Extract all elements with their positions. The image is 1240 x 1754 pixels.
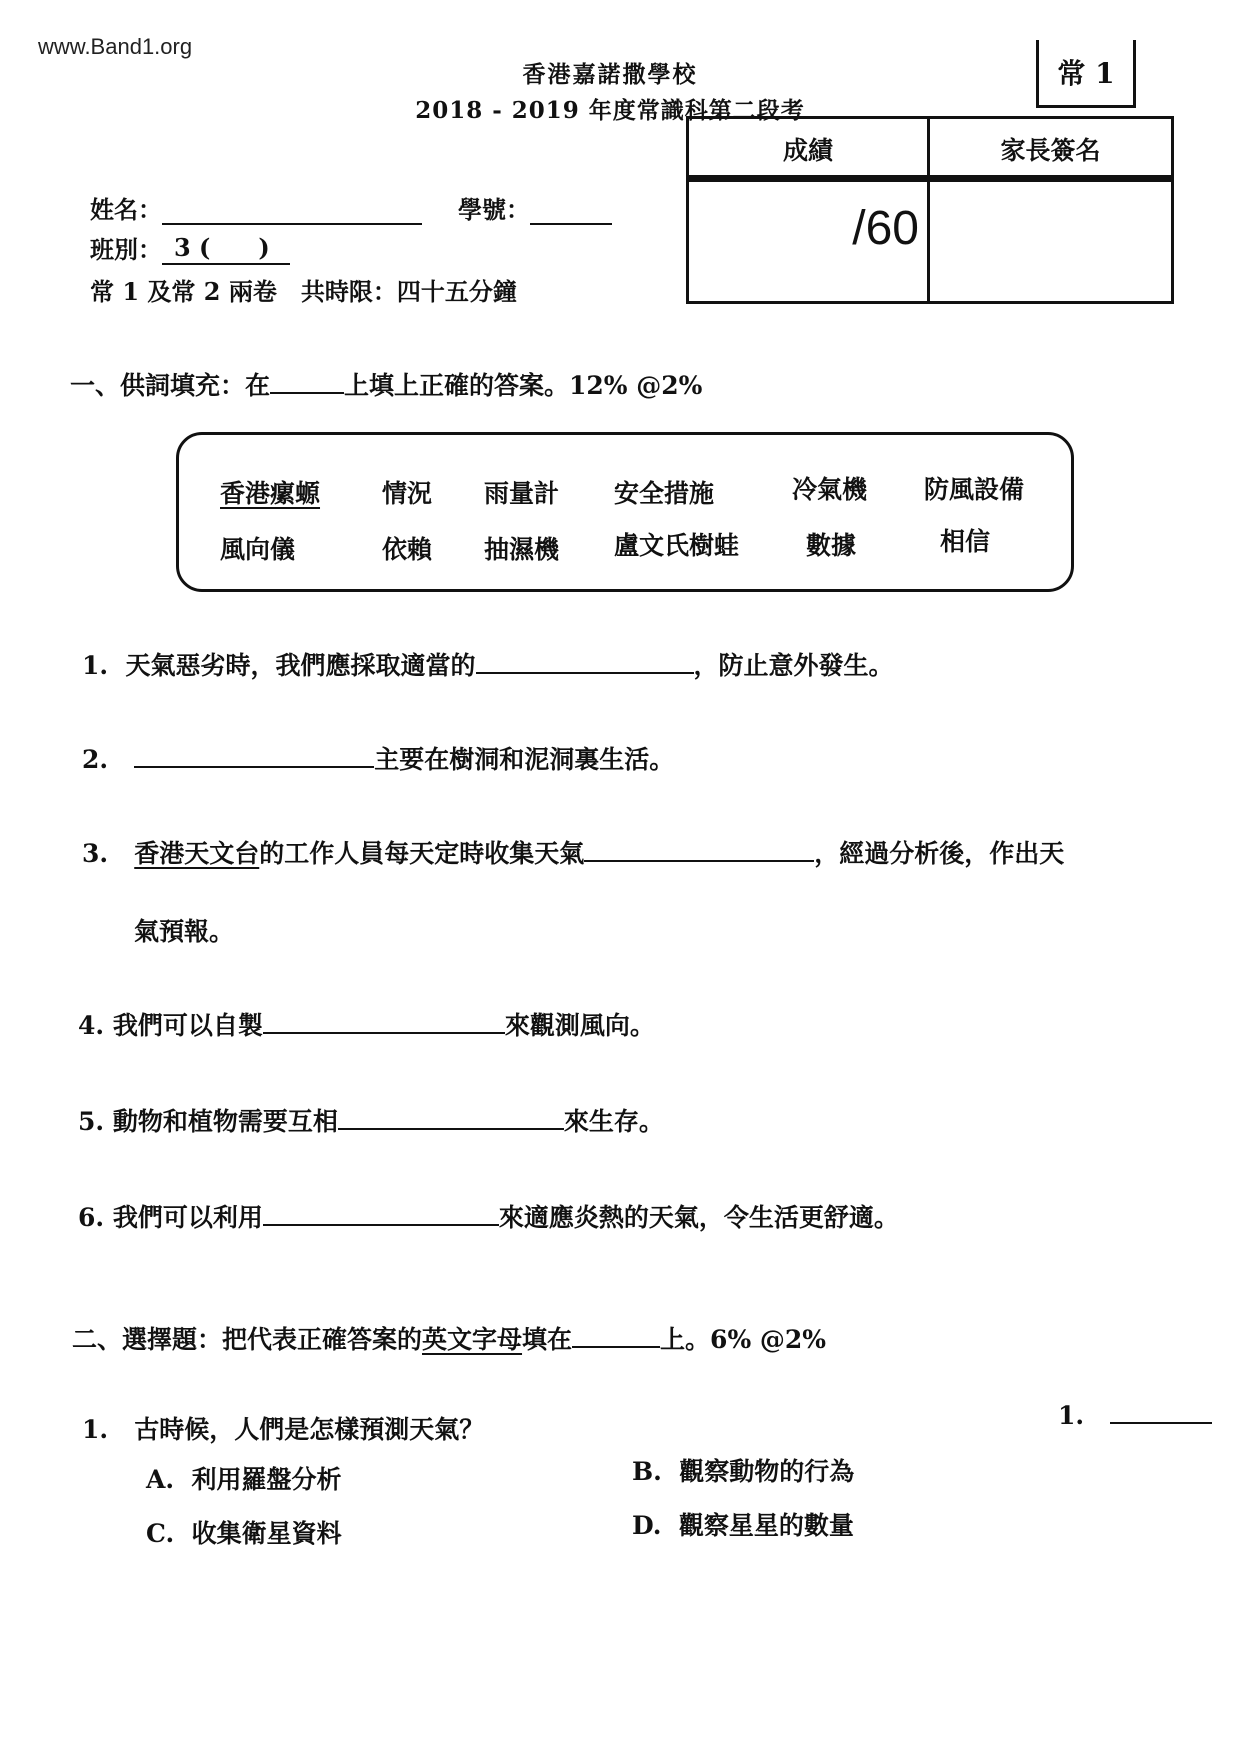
section1-title-blank: [270, 368, 344, 394]
option-letter: D.: [632, 1511, 662, 1540]
question-text: 天氣惡劣時，我們應採取適當的: [125, 651, 476, 680]
number-row: [458, 190, 612, 225]
word-bank-item: 風向儀: [220, 535, 296, 564]
fill-question: [82, 646, 894, 682]
option-text: 觀察動物的行為: [679, 1457, 855, 1486]
mc-option[interactable]: [146, 1460, 342, 1496]
question-text: ，防止意外發生。: [693, 651, 894, 680]
word-bank-item: 抽濕機: [484, 535, 560, 564]
mc-option[interactable]: [146, 1514, 342, 1550]
class-field[interactable]: 3 ( ): [162, 228, 290, 265]
word-bank-box: [176, 432, 1074, 592]
name-label: 姓名：: [90, 195, 162, 224]
answer-blank[interactable]: [338, 1104, 564, 1130]
score-total: /60: [852, 202, 919, 255]
score-label: 成績: [782, 136, 833, 165]
mc-answer-slot: [1058, 1398, 1212, 1430]
question-text: 我們可以自製: [112, 1011, 263, 1040]
word-bank-item: 情況: [382, 479, 433, 508]
option-letter: A.: [146, 1465, 175, 1494]
option-text: 收集衛星資料: [191, 1519, 342, 1548]
question-number: 3.: [82, 839, 109, 868]
word-bank-item: 相信: [940, 527, 991, 556]
word-bank-item: 雨量計: [484, 479, 560, 508]
fill-question: [82, 834, 1064, 870]
exam-title: 2018 - 2019 年度常識科第二段考: [415, 97, 805, 124]
question-text: ，經過分析後，作出天: [814, 839, 1065, 868]
option-text: 觀察星星的數量: [678, 1511, 854, 1540]
name-row: [90, 190, 422, 225]
section1-title: [70, 366, 702, 402]
mc-question: [82, 1410, 484, 1446]
question-number: 1.: [82, 651, 109, 680]
fill-question: [78, 1102, 664, 1138]
score-table-header-rule: [689, 175, 1171, 182]
parent-sign-label: 家長簽名: [1000, 136, 1101, 165]
question-text: 我們可以利用: [112, 1203, 263, 1232]
student-number-field[interactable]: [530, 201, 612, 225]
answer-blank[interactable]: [1110, 1398, 1212, 1424]
question-text: 動物和植物需要互相: [112, 1107, 338, 1136]
watermark-text: www.Band1.org: [38, 34, 193, 59]
fill-question: [82, 740, 674, 776]
proper-noun: 香港天文台: [134, 839, 260, 868]
section1-title-post: 上填上正確的答案。12% @2%: [344, 371, 703, 400]
fill-question: [78, 1006, 655, 1042]
section2-title-blank: [572, 1322, 660, 1348]
name-field[interactable]: [162, 201, 422, 225]
section1-title-pre: 一、供詞填充：在: [70, 371, 271, 400]
fill-question: [78, 1198, 899, 1234]
number-label: 學號：: [458, 195, 530, 224]
paper-code-box: 常 1: [1036, 40, 1136, 108]
question-number: 1.: [82, 1415, 109, 1444]
question-number: 6.: [78, 1203, 105, 1232]
answer-blank[interactable]: [134, 742, 374, 768]
section2-title-mid: 填在: [522, 1325, 573, 1354]
answer-blank[interactable]: [584, 836, 814, 862]
school-name: 香港嘉諾撒學校: [522, 61, 698, 88]
option-letter: C.: [146, 1519, 175, 1548]
question-text: 古時候，人們是怎樣預測天氣？: [134, 1415, 485, 1444]
class-label: 班別：: [90, 235, 162, 264]
answer-blank[interactable]: [263, 1008, 505, 1034]
question-number: 5.: [78, 1107, 105, 1136]
answer-blank[interactable]: [476, 648, 694, 674]
class-row: [90, 228, 290, 265]
question-text: 來適應炎熱的天氣，令生活更舒適。: [498, 1203, 899, 1232]
word-bank-item: 香港瘰螈: [220, 479, 321, 508]
word-bank-item: 盧文氏樹蛙: [614, 531, 740, 560]
question-continuation: 氣預報。: [134, 917, 235, 946]
word-bank-item: 依賴: [382, 535, 433, 564]
section2-title-emphasis: 英文字母: [422, 1325, 523, 1354]
question-number: 2.: [82, 745, 109, 774]
question-text: 來觀測風向。: [504, 1011, 655, 1040]
answer-label: 1.: [1058, 1401, 1085, 1430]
option-letter: B.: [632, 1457, 662, 1486]
section2-title: [72, 1320, 826, 1356]
section2-title-post: 上。6% @2%: [660, 1325, 827, 1354]
mc-option[interactable]: [632, 1506, 854, 1542]
option-text: 利用羅盤分析: [191, 1465, 342, 1494]
word-bank-item: 冷氣機: [792, 475, 868, 504]
answer-blank[interactable]: [263, 1200, 499, 1226]
question-number: 4.: [78, 1011, 105, 1040]
question-text: 主要在樹洞和泥洞裏生活。: [374, 745, 675, 774]
word-bank-item: 防風設備: [924, 475, 1025, 504]
mc-option[interactable]: [632, 1452, 854, 1488]
score-table: [686, 116, 1174, 304]
section2-title-pre: 二、選擇題：把代表正確答案的: [72, 1325, 423, 1354]
question-text: 的工作人員每天定時收集天氣: [259, 839, 585, 868]
word-bank-item: 數據: [806, 531, 857, 560]
exam-info: 常 1 及常 2 兩卷 共時限：四十五分鐘: [90, 277, 517, 306]
word-bank-item: 安全措施: [614, 479, 715, 508]
question-text: 來生存。: [563, 1107, 664, 1136]
